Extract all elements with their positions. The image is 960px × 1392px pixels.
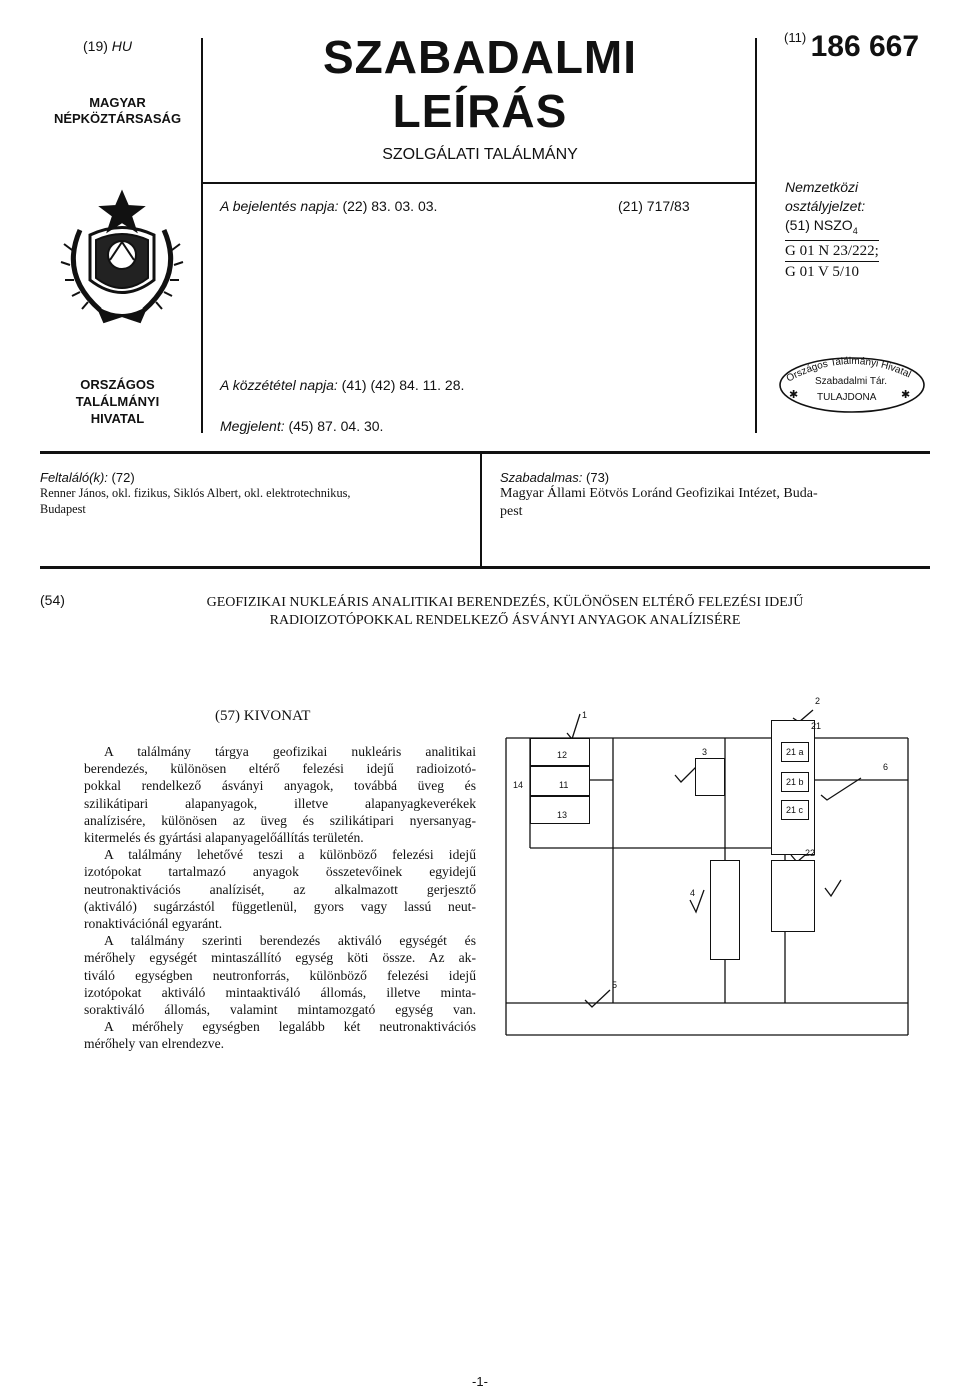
label-12: 12: [557, 750, 568, 760]
abstract-line: mérőhely van elrendezve.: [84, 1036, 225, 1052]
intl-class-values: [785, 240, 879, 282]
stamp-line2: TULAJDONA: [817, 392, 877, 403]
title-code: (54): [40, 592, 65, 608]
owner-line1: Magyar Állami Eötvös Loránd Geofizikai Intézet, Buda-: [500, 486, 818, 501]
patent-number-value: 186 667: [810, 30, 920, 63]
intl-class-label2: osztályjelzet:: [785, 198, 866, 214]
label-11: 11: [559, 780, 569, 790]
label-4: 4: [690, 888, 696, 898]
issued-label: Megjelent:: [220, 418, 285, 434]
filing-date-label: A bejelentés napja:: [220, 198, 339, 214]
block-4: [710, 860, 740, 960]
abstract-line: berendezés, különösen eltérő felezési idejű radioizotó-: [84, 761, 476, 777]
office-line3: HIVATAL: [90, 411, 145, 426]
block-22: [771, 860, 815, 932]
publication-date: [220, 377, 464, 393]
filing-date-value: (22) 83. 03. 03.: [342, 198, 438, 214]
owner-code: (73): [586, 470, 610, 485]
abstract-line: ronaktivációnál egyaránt.: [84, 916, 223, 932]
intl-class-code: [785, 216, 865, 241]
label-22: 22: [805, 848, 816, 858]
ownership-stamp: [775, 350, 930, 415]
abstract-line: A találmány szerinti berendezés aktiváló egységét és: [104, 933, 476, 949]
abstract-line: kitermelés és gyártási alapanyagelőállítás területén.: [84, 830, 364, 846]
intl-class-code-text: (51) NSZO: [785, 217, 853, 233]
international-classification: [785, 178, 865, 241]
publication-date-label: A közzététel napja:: [220, 377, 338, 393]
abstract-line: analízisére, különösen az üveg és szilikátipari nyersanyag-: [84, 812, 476, 828]
office-line1: ORSZÁGOS: [80, 377, 155, 392]
inventors-label: Feltaláló(k):: [40, 470, 108, 485]
office-name: [40, 376, 195, 427]
inventors-line2: Budapest: [40, 502, 86, 516]
stamp-line1: Szabadalmi Tár.: [815, 376, 888, 387]
abstract-line: tiváló egységben neutronforrás, különböző felezési idejű: [84, 967, 476, 983]
stamp-star-left: ✱: [789, 389, 799, 401]
owner-block: [500, 470, 920, 521]
abstract-line: soraktiváló állomás, valamint mintamozgató egység van.: [84, 1002, 476, 1018]
publication-date-value: (41) (42) 84. 11. 28.: [341, 377, 465, 393]
header-left-divider: [201, 38, 203, 433]
abstract-text: [84, 743, 476, 1053]
label-3: 3: [702, 747, 708, 757]
invention-title: [110, 594, 900, 630]
header-right-divider: [755, 38, 757, 433]
abstract-heading: (57) KIVONAT: [215, 708, 311, 724]
issued-date: [220, 418, 383, 434]
document-title: [210, 30, 750, 138]
abstract-line: mérőhely egységét mintaszállító egység köti össze. Az ak-: [84, 950, 476, 966]
state-name: [40, 95, 195, 127]
label-21: 21: [811, 721, 822, 731]
label-13: 13: [557, 810, 568, 820]
owner-label: Szabadalmas:: [500, 470, 583, 485]
country-code: [83, 38, 132, 54]
patent-number-code: (11): [784, 30, 807, 45]
block-diagram: [495, 690, 925, 1040]
stamp-arc-text: Országos Találmányi Hivatal: [784, 355, 913, 385]
abstract-line: A találmány tárgya geofizikai nukleáris analitikai: [104, 744, 476, 759]
header-bottom-rule: [40, 451, 930, 454]
abstract-line: A találmány lehetővé teszi a különböző felezési idejű: [104, 847, 476, 863]
inventors-block: [40, 470, 470, 517]
owner-line2: pest: [500, 504, 523, 519]
filing-date: [220, 198, 437, 214]
patent-number: [784, 30, 919, 64]
abstract-line: pokkal rendelkező ásványi anyagok, továbbá üveg és: [84, 778, 476, 794]
page-number: -1-: [472, 1374, 488, 1389]
coat-of-arms-emblem: [50, 180, 195, 335]
owner-heading: [500, 470, 920, 485]
state-line1: MAGYAR: [89, 95, 146, 110]
label-1: 1: [582, 710, 588, 720]
label-21a: 21 a: [786, 747, 804, 757]
abstract-line: (aktiváló) sugárzástól függetlenül, gyors vagy lassú neut-: [84, 898, 476, 914]
abstract-line: szilikátipari alapanyagok, illetve alapanyagkeverékek: [84, 795, 476, 811]
stamp-star-right: ✱: [901, 389, 911, 401]
document-subtitle: SZOLGÁLATI TALÁLMÁNY: [382, 146, 578, 163]
inventors-line1: Renner János, okl. fizikus, Siklós Albert, okl. elektrotechnikus,: [40, 486, 351, 500]
parties-divider: [480, 454, 482, 566]
issued-value: (45) 87. 04. 30.: [288, 418, 384, 434]
application-number: (21) 717/83: [618, 198, 690, 214]
label-5: 5: [612, 980, 618, 990]
state-line2: NÉPKÖZTÁRSASÁG: [53, 111, 182, 126]
invention-title-line2: RADIOIZOTÓPOKKAL RENDELKEZŐ ÁSVÁNYI ANYAGOK ANALÍZISÉRE: [269, 613, 741, 628]
document-title-line2: LEÍRÁS: [392, 85, 568, 137]
country: HU: [111, 38, 133, 54]
label-21b: 21 b: [786, 777, 804, 787]
document-title-line1: SZABADALMI: [322, 31, 638, 83]
label-21c: 21 c: [786, 805, 804, 815]
label-6: 6: [883, 762, 889, 772]
abstract-line: neutronaktivációs analízisét, az alkalmazott gerjesztő: [84, 881, 476, 897]
intl-class-value1: G 01 N 23/222;: [785, 240, 879, 261]
label-2: 2: [815, 696, 821, 706]
country-code-number: (19): [83, 38, 112, 54]
abstract-line: izotópokat tartalmazó anyagok összetevőinek egyidejű: [84, 864, 476, 880]
block-3: [695, 758, 725, 796]
inventors-heading: [40, 470, 470, 485]
label-14: 14: [513, 780, 524, 790]
abstract-line: A mérőhely egységben legalább két neutronaktivációs: [104, 1019, 476, 1035]
header-rule: [201, 182, 755, 184]
intl-class-value2: G 01 V 5/10: [785, 261, 879, 282]
abstract-line: izotópokat aktiváló mintaaktiváló állomás, illetve minta-: [84, 984, 476, 1000]
intl-class-label1: Nemzetközi: [785, 179, 859, 195]
office-line2: TALÁLMÁNYI: [75, 394, 160, 409]
intl-class-code-sub: 4: [852, 225, 858, 236]
inventors-code: (72): [111, 470, 135, 485]
invention-title-line1: GEOFIZIKAI NUKLEÁRIS ANALITIKAI BERENDEZÉS, KÜLÖNÖSEN ELTÉRŐ FELEZÉSI IDEJŰ: [206, 595, 804, 610]
parties-bottom-rule: [40, 566, 930, 569]
